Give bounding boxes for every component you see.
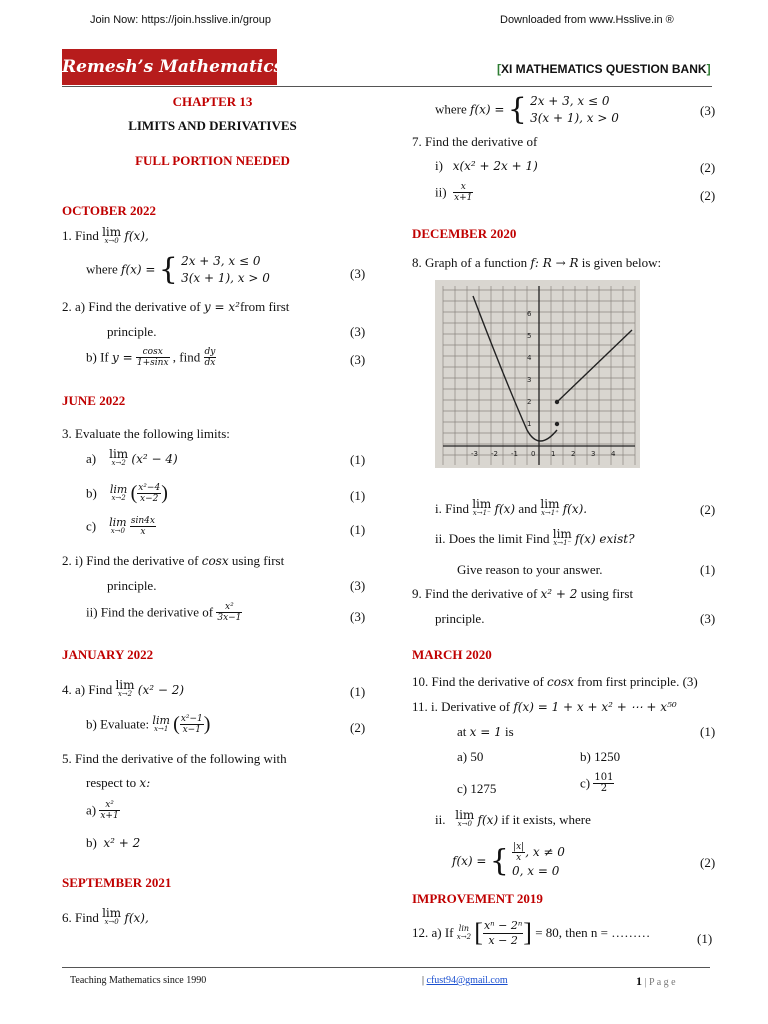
question-3b: b) lim x→2 ( $\frac{\text{x²−4}}{x-2}$ ) xyxy=(86,482,168,504)
footer-tagline: Teaching Mathematics since 1990 xyxy=(70,975,207,986)
question-2ii: ii) Find the derivative of $\frac{\text{x²}}{3x-1}$ xyxy=(86,602,242,623)
marks: (3) xyxy=(700,103,716,118)
join-link[interactable]: Join Now: https://join.hsslive.in/group xyxy=(90,14,271,26)
question-2i-cont: principle. xyxy=(107,578,157,593)
download-source[interactable]: Downloaded from www.Hsslive.in ® xyxy=(500,14,674,26)
question-10: 10. Find the derivative of cosx from first principle. (3) xyxy=(412,674,698,689)
question-3a: a) lim x→2 (x² − 4) xyxy=(86,447,178,468)
marks: (1) xyxy=(700,562,716,577)
section-mar-2020: MARCH 2020 xyxy=(412,647,492,662)
question-2a-cont: principle. xyxy=(107,324,157,339)
y-tick-label: 2 xyxy=(527,398,532,406)
piecewise-abs: f(x) = { $\frac{|x|}{x}$ , x ≠ 0 0, x = 0 xyxy=(452,842,565,879)
footer-page: 1 | P a g e xyxy=(636,974,676,988)
question-5-cont: respect to x: xyxy=(86,775,151,790)
marks: (3) xyxy=(350,266,366,281)
x-tick-label: 0 xyxy=(531,450,536,458)
question-7: 7. Find the derivative of xyxy=(412,134,538,149)
marks: (2) xyxy=(350,720,366,735)
question-4a: 4. a) Find lim x→2 (x² − 2) xyxy=(62,678,185,699)
marks: (2) xyxy=(700,855,716,870)
question-2i: 2. i) Find the derivative of cosx using first xyxy=(62,553,285,568)
y-tick-label: 6 xyxy=(527,310,532,318)
section-jun-2022: JUNE 2022 xyxy=(62,393,126,408)
marks: (3) xyxy=(350,609,366,624)
function-graph xyxy=(435,280,640,468)
chapter-title: LIMITS AND DERIVATIVES xyxy=(128,118,297,133)
footer-email[interactable]: | cfust94@gmail.com xyxy=(422,975,508,986)
graph-svg xyxy=(435,280,640,468)
x-tick-label: 1 xyxy=(551,450,556,458)
question-9: 9. Find the derivative of x² + 2 using first xyxy=(412,586,634,601)
brand-banner: Remesh’s Mathematics xyxy=(62,49,277,85)
question-3c: c) lim x→0 $\frac{\sin 4x}{x}$ xyxy=(86,515,155,537)
section-sep-2021: SEPTEMBER 2021 xyxy=(62,875,172,890)
question-8i: i. Find lim x→1⁻ f(x) and lim x→1⁺ f(x). xyxy=(435,497,588,518)
y-tick-label: 1 xyxy=(527,420,532,428)
bank-title: [XI MATHEMATICS QUESTION BANK] xyxy=(497,62,711,76)
question-7i: i) x(x² + 2x + 1) xyxy=(435,158,538,173)
y-tick-label: 3 xyxy=(527,376,532,384)
question-2a: 2. a) Find the derivative of y = x²from first xyxy=(62,299,290,314)
section-imp-2019: IMPROVEMENT 2019 xyxy=(412,891,543,906)
marks: (1) xyxy=(350,522,366,537)
question-5a: a) $\frac{\text{x²}}{x+1}$ xyxy=(86,800,119,821)
x-tick-label: 3 xyxy=(591,450,596,458)
section-dec-2020: DECEMBER 2020 xyxy=(412,226,517,241)
point-filled xyxy=(555,422,559,426)
marks: (3) xyxy=(350,352,366,367)
option-b: b) 1250 xyxy=(580,749,621,764)
question-11ii: ii. lim x→0 f(x) if it exists, where xyxy=(435,808,591,829)
header-rule xyxy=(62,86,712,87)
x-tick-label: -2 xyxy=(491,450,498,458)
question-5: 5. Find the derivative of the following with xyxy=(62,751,287,766)
marks: (1) xyxy=(350,684,366,699)
question-9-cont: principle. xyxy=(435,611,485,626)
marks: (3) xyxy=(350,578,366,593)
marks: (2) xyxy=(700,502,716,517)
question-1: 1. Find lim x→0 f(x), xyxy=(62,225,149,246)
question-8ii-cont: Give reason to your answer. xyxy=(457,562,603,577)
footer-rule xyxy=(62,967,710,968)
section-oct-2022: OCTOBER 2022 xyxy=(62,203,157,218)
x-tick-label: -1 xyxy=(511,450,518,458)
question-8ii: ii. Does the limit Find lim x→1⁻ f(x) exist? xyxy=(435,527,635,548)
question-7ii: ii) $\frac{x}{x+1}$ xyxy=(435,182,473,203)
question-11i: 11. i. Derivative of f(x) = 1 + x + x² + ⋯ + x⁵⁰ xyxy=(412,699,677,714)
question-4b: b) Evaluate: lim x→1 ( $\frac{\text{x²−1}}{x-1}$ ) xyxy=(86,713,211,735)
x-tick-label: -3 xyxy=(471,450,478,458)
marks: (1) xyxy=(700,724,716,739)
marks: (1) xyxy=(350,452,366,467)
question-6-where: where f(x) = { 2x + 3, x ≤ 0 3(x + 1), x > 0 xyxy=(435,92,619,127)
marks: (1) xyxy=(350,488,366,503)
y-tick-label: 4 xyxy=(527,354,532,362)
x-tick-label: 2 xyxy=(571,450,576,458)
question-5b: b) x² + 2 xyxy=(86,835,141,850)
marks: (3) xyxy=(350,324,366,339)
question-8: 8. Graph of a function f: R → R is given below: xyxy=(412,255,662,270)
marks: (1) xyxy=(697,931,713,946)
section-jan-2022: JANUARY 2022 xyxy=(62,647,154,662)
line-right xyxy=(557,330,632,402)
portion-note: FULL PORTION NEEDED xyxy=(135,153,290,168)
option-c: c) 1275 xyxy=(457,781,497,796)
point-open xyxy=(555,400,559,404)
marks: (2) xyxy=(700,188,716,203)
chapter-number: CHAPTER 13 xyxy=(172,94,253,109)
question-1-where: where f(x) = { 2x + 3, x ≤ 0 3(x + 1), x > 0 xyxy=(86,252,270,287)
marks: (3) xyxy=(700,611,716,626)
question-11i-at: at x = 1 is xyxy=(457,724,514,739)
marks: (2) xyxy=(700,160,716,175)
question-2b: b) If y = $\frac{\cos x}{1+\sin x}$ , find $\frac{dy}{dx}$ xyxy=(86,347,216,368)
option-a: a) 50 xyxy=(457,749,484,764)
question-12a: 12. a) If lin x→2 [ $\frac{\text{xⁿ − 2ⁿ}}{x - 2}$ ] = 80, then n = ……… xyxy=(412,918,651,947)
x-tick-label: 4 xyxy=(611,450,616,458)
y-tick-label: 5 xyxy=(527,332,532,340)
question-3: 3. Evaluate the following limits: xyxy=(62,426,230,441)
question-6: 6. Find lim x→0 f(x), xyxy=(62,906,149,927)
option-d: c) $\frac{101}{2}$ xyxy=(580,772,614,794)
